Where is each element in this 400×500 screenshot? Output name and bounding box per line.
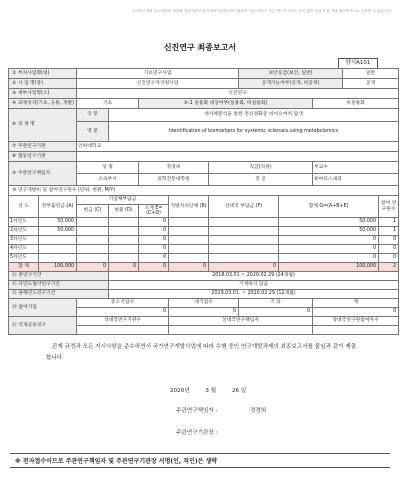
intl-institution-label: 상대국연구기관수	[77, 317, 169, 326]
budget-sum-subtotal: 0	[139, 263, 169, 272]
budget-sum-cash: 0	[77, 263, 109, 272]
row-host-institution	[9, 142, 399, 152]
budget-gov	[39, 245, 77, 254]
companies-other-value: 0	[239, 308, 313, 317]
public-availability-value: 공개	[343, 79, 399, 89]
row-project-title-kor	[9, 109, 399, 122]
row-project-nature	[9, 99, 399, 109]
pi-signature-line	[176, 406, 267, 414]
report-form-table	[8, 68, 399, 335]
submission-date	[170, 386, 246, 394]
security-level-label: 보안등급(보안, 일반)	[239, 69, 343, 79]
budget-inkind-header: 현물 (D)	[109, 205, 139, 218]
companies-label: ⑭ 참여기업	[9, 299, 77, 317]
budget-staff-header: 참여 연구원수	[379, 196, 399, 218]
practical-use-label: ⑤-1 실용화 대상여부(실용화, 비실용화)	[139, 99, 313, 109]
budget-subtotal: 0	[139, 227, 169, 236]
sub-program-label: ③ 세부사업명(소)	[9, 89, 77, 99]
budget-subtotal: 0	[139, 245, 169, 254]
row-total-period	[9, 272, 399, 281]
security-level-value: 일반	[343, 69, 399, 79]
budget-staff: 1	[379, 218, 399, 227]
intl-label: ⑮ 국제공동연구	[9, 317, 77, 335]
budget-title: ⑩ 연구개발비 및 참여연구원수 (단위: 천원, M/Y)	[9, 186, 399, 196]
budget-gov-header: 정부출연금 (A)	[39, 196, 77, 218]
budget-header-row-1	[9, 196, 399, 205]
row-budget-title	[9, 186, 399, 196]
budget-sum-gov: 100,000	[39, 263, 77, 272]
project-nature-label: ④ 과제성격(기초, 응용, 개발)	[9, 99, 77, 109]
korean-title-label: 국 문	[77, 109, 109, 122]
row-sub-program	[9, 89, 399, 99]
budget-subtotal: 0	[139, 218, 169, 227]
row-multiyear-period	[9, 281, 399, 290]
submission-statement: 관계 규정과 모든 지시사항을 준수하면서 국가연구개발사업에 따라 수행 중인 연구개발과제의 최종보고서를 붙임과 같이 제출합니다.	[46, 344, 357, 361]
companies-other-label: 기 타	[239, 299, 313, 308]
form-number-badge: 양식A101	[338, 58, 378, 69]
companies-large-value: 0	[169, 308, 239, 317]
ministry-program-label: ① 부처사업명(대)	[9, 69, 77, 79]
row-current-period	[9, 290, 399, 299]
current-period-label: ⑬ 당해년도연구기간	[9, 290, 109, 299]
multiyear-period-label: ⑫ 다년도협약연구기간	[9, 281, 109, 290]
budget-staff: 0	[379, 254, 399, 263]
budget-local-header: 지방자치단체 (B)	[169, 196, 209, 218]
english-title-label: 영 문	[77, 122, 109, 142]
project-title-label: ⑥ 과 제 명	[9, 109, 77, 142]
pi-signature-label: 주관연구책임자 :	[176, 408, 218, 414]
budget-year: 5차년도	[9, 254, 39, 263]
budget-corp-header: 기업체부담금	[77, 196, 169, 205]
public-availability-label: 공개가능여부(공개, 비공개)	[239, 79, 343, 89]
budget-total: 50,000	[279, 227, 379, 236]
page-title: 신진연구 최종보고서	[163, 43, 237, 52]
budget-row	[9, 254, 399, 263]
english-title-value: Identification of biomarkers for systemic sclerosis using metabolomics	[109, 122, 399, 142]
sub-program-value: 신진연구	[77, 89, 399, 99]
budget-sum-inkind: 0	[109, 263, 139, 272]
companies-large-label: 대기업수	[169, 299, 239, 308]
budget-total: 0	[279, 254, 379, 263]
ministry-program-value: 기초연구사업	[77, 69, 239, 79]
budget-year: 2차년도	[9, 227, 39, 236]
pi-position-value: 부교수	[313, 162, 399, 174]
budget-sum-row	[9, 263, 399, 272]
budget-total: 0	[279, 236, 379, 245]
budget-sum-year: 합 계	[9, 263, 39, 272]
budget-subtotal-header: 소계 E=(C+D)	[139, 205, 169, 218]
budget-gov: 50,000	[39, 227, 77, 236]
budget-sum-staff: 2	[379, 263, 399, 272]
budget-row	[9, 227, 399, 236]
row-companies-header	[9, 299, 399, 308]
date-year: 2020년	[170, 388, 190, 394]
date-day: 26 일	[231, 388, 247, 394]
companies-total-label: 계	[313, 299, 399, 308]
current-period-value: 2019.03.01. ~ 2020.02.29 (12개월)	[109, 290, 399, 299]
institution-head-label: 주관연구기관장 :	[176, 430, 218, 436]
budget-year: 3차년도	[9, 236, 39, 245]
practical-use-value: 비실용화	[313, 99, 399, 109]
row-cooperating-institution	[9, 152, 399, 162]
cooperating-institution-label: ⑧ 협동연구기관	[9, 152, 77, 162]
budget-year: 4차년도	[9, 245, 39, 254]
pi-position-label: 직급(직위)	[209, 162, 313, 174]
pi-signature-name: 정경희	[250, 408, 267, 414]
budget-gov	[39, 236, 77, 245]
budget-row	[9, 218, 399, 227]
pi-major-value: 류마티스내과	[313, 174, 399, 186]
budget-cash-header: 현금 (C)	[77, 205, 109, 218]
row-pi-name	[9, 162, 399, 174]
total-period-value: 2018.03.01 ~ 2020.02.29 (24개월)	[109, 272, 399, 281]
row-ministry-program	[9, 69, 399, 79]
pi-name-label: 성 명	[77, 162, 139, 174]
row-intl-header	[9, 317, 399, 326]
row-program	[9, 79, 399, 89]
pi-dept-value: 의학전문대학원	[139, 174, 209, 186]
cooperating-institution-value	[77, 152, 399, 162]
pi-label: ⑨ 주관연구책임자	[9, 162, 77, 186]
pi-name-value: 정경희	[139, 162, 209, 174]
institution-head-signature-line	[176, 428, 218, 436]
copyright-notice: 국가연구개발 보고서원문 성과물 전담기관인 한국과학기술정보연구원에서 가공·서비스 하는 연구보고서는 동의 없이 상업적 및 기타 영리목적으로 사용할 수 없습니다.	[131, 9, 392, 13]
program-value: 신진연구자지원사업	[77, 79, 239, 89]
multiyear-period-value: 기재하지 않음	[109, 281, 399, 290]
intl-researcher-label: 상대국연구책임자	[169, 317, 313, 326]
budget-staff: 1	[379, 227, 399, 236]
budget-gov: 50,000	[39, 218, 77, 227]
budget-total-header: 합계 G=(A+B+E)	[279, 196, 379, 218]
date-month: 3 월	[205, 388, 217, 394]
budget-sum-total: 100,000	[279, 263, 379, 272]
budget-sum-local: 0	[169, 263, 209, 272]
companies-total-value: 0	[313, 308, 399, 317]
budget-other-header: 상대국 부담금 (F)	[209, 196, 279, 218]
budget-gov	[39, 254, 77, 263]
host-institution-value: 인하대학교	[77, 142, 399, 152]
program-label: ② 사 업 명(중)	[9, 79, 77, 89]
pi-dept-label: 소속부서	[77, 174, 139, 186]
budget-subtotal: 0	[139, 254, 169, 263]
intl-staff-label: 상대국연구원참여자수	[313, 317, 399, 326]
total-period-label: ⑪ 총연구기간	[9, 272, 109, 281]
project-nature-value: 기초	[77, 99, 139, 109]
budget-subtotal: 0	[139, 236, 169, 245]
companies-sme-label: 중소기업수	[77, 299, 169, 308]
electronic-submission-note: ※ 전자접수이므로 주관연구책임자 및 주관연구기관장 서명(인, 직인)은 생략	[10, 453, 390, 468]
budget-row	[9, 236, 399, 245]
budget-row	[9, 245, 399, 254]
host-institution-label: ⑦ 주관연구기관	[9, 142, 77, 152]
korean-title-value: 대사체분석을 통한 전신경화증 바이오마커 탐색	[109, 109, 399, 122]
budget-year: 1차년도	[9, 218, 39, 227]
budget-year-header: 년 도	[9, 196, 39, 218]
budget-total: 0	[279, 245, 379, 254]
companies-sme-value: 0	[77, 308, 169, 317]
pi-major-label: 전 공	[209, 174, 313, 186]
budget-staff: 0	[379, 245, 399, 254]
budget-sum-other: 0	[209, 263, 279, 272]
budget-total: 50,000	[279, 218, 379, 227]
budget-staff: 0	[379, 236, 399, 245]
